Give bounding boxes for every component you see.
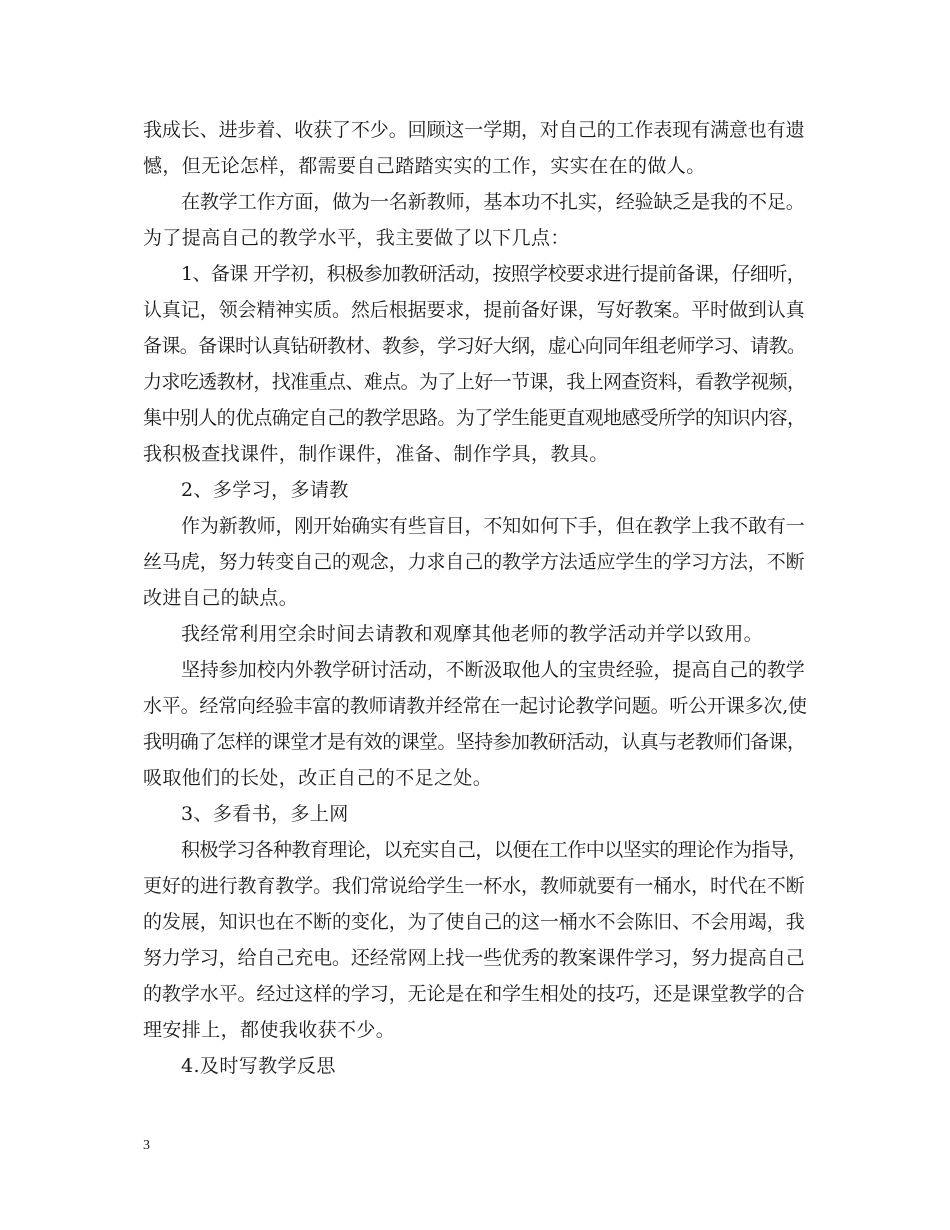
body-line: 憾，但无论怎样，都需要自己踏踏实实的工作，实实在在的做人。 xyxy=(143,155,706,177)
body-line: 的发展，知识也在不断的变化，为了使自己的这一桶水不会陈旧、不会用竭，我 xyxy=(143,911,805,933)
section-heading: 4.及时写教学反思 xyxy=(181,1055,336,1077)
body-line: 更好的进行教育教学。我们常说给学生一杯水，教师就要有一桶水，时代在不断 xyxy=(143,875,805,897)
section-heading: 3、多看书，多上网 xyxy=(181,803,349,825)
body-line: 集中别人的优点确定自己的教学思路。为了学生能更直观地感受所学的知识内容， xyxy=(143,407,806,429)
body-line: 丝马虎，努力转变自己的观念，力求自己的教学方法适应学生的学习方法，不断 xyxy=(143,551,805,573)
body-line: 理安排上，都使我收获不少。 xyxy=(143,1019,396,1041)
paragraph-first-line: 坚持参加校内外教学研讨活动，不断汲取他人的宝贵经验，提高自己的教学 xyxy=(181,659,805,681)
page-number: 3 xyxy=(143,1138,150,1153)
body-line: 为了提高自己的教学水平，我主要做了以下几点： xyxy=(143,227,570,249)
body-line: 努力学习，给自己充电。还经常网上找一些优秀的教案课件学习，努力提高自己 xyxy=(143,947,805,969)
paragraph-first-line: 作为新教师，刚开始确实有些盲目，不知如何下手，但在教学上我不敢有一 xyxy=(181,515,805,537)
body-line: 水平。经常向经验丰富的教师请教并经常在一起讨论教学问题。听公开课多次,使 xyxy=(143,695,807,717)
paragraph-first-line: 1、备课 开学初，积极参加教研活动，按照学校要求进行提前备课，仔细听， xyxy=(181,263,806,285)
body-line: 我积极查找课件，制作课件，准备、制作学具，教具。 xyxy=(143,443,609,465)
paragraph-first-line: 积极学习各种教育理论，以充实自己，以便在工作中以坚实的理论作为指导， xyxy=(181,839,807,861)
body-line: 改进自己的缺点。 xyxy=(143,587,299,609)
body-line: 我成长、进步着、收获了不少。回顾这一学期，对自己的工作表现有满意也有遗 xyxy=(143,119,805,141)
paragraph-first-line: 在教学工作方面，做为一名新教师，基本功不扎实，经验缺乏是我的不足。 xyxy=(181,191,805,213)
paragraph-first-line: 我经常利用空余时间去请教和观摩其他老师的教学活动并学以致用。 xyxy=(181,623,764,645)
section-heading: 2、多学习，多请教 xyxy=(181,479,349,501)
body-line: 备课。备课时认真钻研教材、教参，学习好大纲，虚心向同年组老师学习、请教。 xyxy=(143,335,806,357)
body-line: 力求吃透教材，找准重点、难点。为了上好一节课，我上网查资料，看教学视频， xyxy=(143,371,806,393)
body-line: 的教学水平。经过这样的学习，无论是在和学生相处的技巧，还是课堂教学的合 xyxy=(143,983,805,1005)
body-line: 吸取他们的长处，改正自己的不足之处。 xyxy=(143,767,493,789)
body-line: 认真记，领会精神实质。然后根据要求，提前备好课，写好教案。平时做到认真 xyxy=(143,299,805,321)
body-line: 我明确了怎样的课堂才是有效的课堂。坚持参加教研活动，认真与老教师们备课， xyxy=(143,731,806,753)
